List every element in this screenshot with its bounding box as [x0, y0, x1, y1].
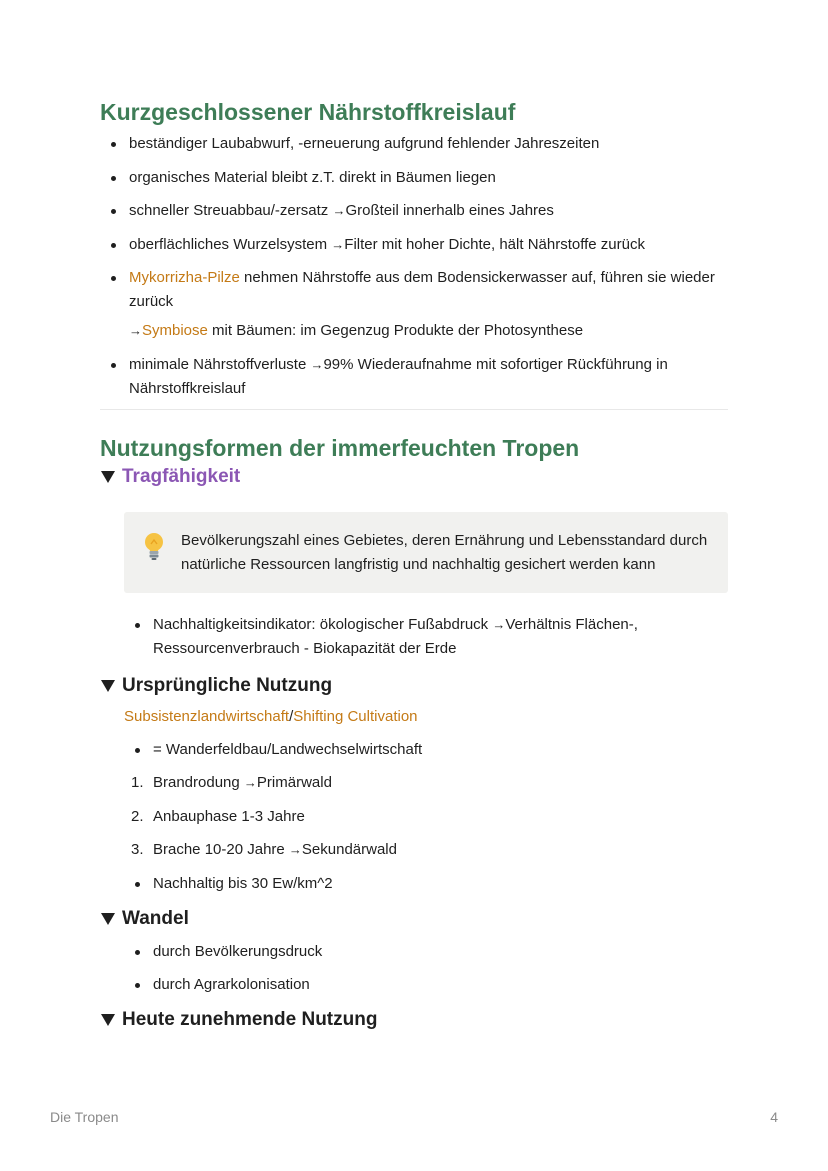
divider [100, 409, 728, 410]
urspruengliche-list [124, 738, 728, 762]
item-text: Nachhaltigkeitsindikator: ökologischer Fußabdruck [153, 615, 493, 633]
toggle-title: Ursprüngliche Nutzung [122, 674, 333, 696]
item-text: Brache 10-20 Jahre [153, 841, 289, 858]
arrow-icon: → [332, 203, 346, 218]
item-text: oberflächliches Wurzelsystem [129, 235, 332, 253]
arrow-icon: → [492, 616, 506, 632]
list-item [124, 805, 728, 829]
link-subsistenzlandwirtschaft[interactable]: Subsistenzlandwirtschaft [124, 707, 290, 725]
bullet-dot [111, 176, 116, 181]
toggle-triangle-icon[interactable] [101, 913, 115, 925]
callout-box [124, 512, 728, 593]
item-text: Primärwald [256, 774, 332, 791]
wandel-content [124, 940, 728, 998]
bullet-dot [135, 882, 140, 887]
list-item [100, 199, 728, 223]
toggle-title: Heute zunehmende Nutzung [122, 1009, 378, 1030]
item-text: nehmen Nährstoffe aus dem Bodensickerwasser auf, führen sie wieder zurück [129, 269, 715, 310]
list-item [124, 940, 728, 964]
item-text: durch Bevölkerungsdruck [153, 942, 323, 960]
urspruengliche-content [124, 705, 728, 896]
step-number: 2. [131, 807, 144, 825]
list-item [124, 613, 728, 661]
steps-list [124, 771, 728, 862]
naehrstoff-list-cont [100, 353, 728, 401]
list-item [100, 353, 728, 401]
item-text: Filter mit hoher Dichte, hält Nährstoffe zurück [344, 235, 645, 253]
item-text: beständiger Laubabwurf, -erneuerung aufgrund fehlender Jahreszeiten [129, 135, 600, 152]
list-item [124, 738, 728, 762]
item-text: Anbauphase 1-3 Jahre [153, 807, 305, 825]
toggle-triangle-icon[interactable] [101, 680, 115, 692]
lightbulb-icon [141, 531, 169, 577]
bullet-dot [135, 748, 140, 753]
arrow-icon: → [310, 356, 324, 372]
toggle-triangle-icon[interactable] [101, 1014, 115, 1026]
list-item [100, 233, 728, 257]
naehrstoff-list [100, 132, 728, 314]
item-text: Großteil innerhalb eines Jahres [345, 202, 554, 219]
page-content [100, 96, 728, 1033]
item-text: organisches Material bleibt z.T. direkt in Bäumen liegen [129, 168, 496, 186]
list-item [100, 166, 728, 190]
item-text: durch Agrarkolonisation [153, 976, 310, 993]
item-text: Verhältnis Flächen-, Ressourcenverbrauch - Biokapazität der Erde [153, 615, 638, 657]
toggle-heute-zunehmende-nutzung[interactable] [100, 1007, 728, 1033]
item-text: Sekundärwald [301, 841, 397, 858]
bullet-dot [111, 209, 116, 214]
highlight-term: Symbiose [142, 322, 208, 339]
callout-text: Bevölkerungszahl eines Gebietes, deren Ernährung und Lebensstandard durch natürliche Ressourcen langfristig und nachhaltig gesichert werden kann [181, 531, 708, 573]
list-item [124, 771, 728, 795]
toggle-title: Tragfähigkeit [122, 465, 241, 487]
item-text: mit Bäumen: im Gegenzug Produkte der Photosynthese [207, 322, 584, 339]
section-heading-naehrstoffkreislauf: Kurzgeschlossener Nährstoffkreislauf [100, 99, 516, 125]
list-item [124, 872, 728, 896]
toggle-urspruengliche-nutzung[interactable] [100, 673, 728, 699]
tragfaehigkeit-list [124, 613, 728, 661]
step-number: 3. [131, 841, 144, 858]
section-heading-nutzungsformen: Nutzungsformen der immerfeuchten Tropen [100, 434, 580, 461]
link-shifting-cultivation[interactable]: Shifting Cultivation [293, 707, 418, 725]
item-text: Nachhaltig bis 30 Ew/km^2 [153, 874, 333, 892]
list-item [100, 266, 728, 314]
list-item [124, 973, 728, 997]
toggle-triangle-icon[interactable] [101, 471, 115, 483]
item-text: = Wanderfeldbau/Landwechselwirtschaft [153, 740, 423, 758]
tragfaehigkeit-content [124, 613, 728, 661]
bullet-dot [135, 623, 140, 628]
toggle-wandel[interactable] [100, 906, 728, 932]
bullet-dot [135, 983, 140, 988]
bullet-dot [111, 243, 116, 248]
urspruengliche-list-2 [124, 872, 728, 896]
item-text: minimale Nährstoffverluste [129, 355, 311, 373]
step-number: 1. [131, 774, 144, 791]
toggle-title: Wandel [122, 907, 189, 929]
list-item [100, 132, 728, 156]
bullet-dot [111, 276, 116, 281]
arrow-icon: → [243, 775, 257, 790]
item-text: 99% Wiederaufnahme mit sofortiger Rückführung in Nährstoffkreislauf [129, 355, 668, 397]
arrow-icon: → [129, 323, 142, 338]
continuation-line [100, 319, 728, 343]
footer-title: Die Tropen [50, 1109, 119, 1125]
wandel-list [124, 940, 728, 998]
bullet-dot [111, 142, 116, 147]
item-text: schneller Streuabbau/-zersatz [129, 202, 333, 219]
toggle-tragfaehigkeit[interactable] [100, 464, 728, 490]
item-text: Brandrodung [153, 774, 244, 791]
highlight-term: Mykorrizha-Pilze [129, 269, 240, 286]
bullet-dot [135, 950, 140, 955]
footer-page-number: 4 [770, 1109, 778, 1125]
bullet-dot [111, 363, 116, 368]
link-line [124, 705, 728, 729]
separator: / [289, 707, 294, 725]
list-item [124, 838, 728, 862]
arrow-icon: → [288, 842, 302, 857]
arrow-icon: → [331, 236, 345, 252]
